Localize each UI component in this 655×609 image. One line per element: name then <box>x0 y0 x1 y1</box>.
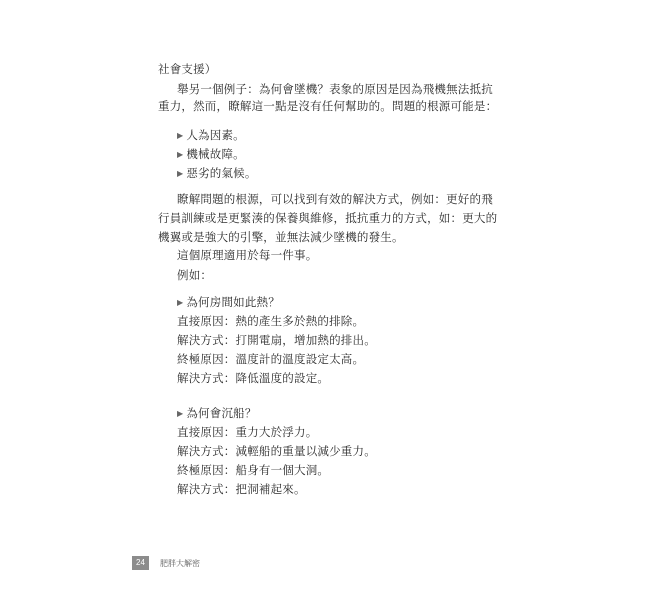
example-line: 直接原因：重力大於浮力。 <box>177 425 318 439</box>
triangle-bullet-icon: ▶ <box>177 169 184 178</box>
example-line: 解決方式：把洞補起來。 <box>177 482 306 496</box>
bullet-item: ▶ 機械故障。 <box>177 147 245 161</box>
text-line: 舉另一個例子：為何會墜機？表象的原因是因為飛機無法抵抗 <box>177 82 493 96</box>
example-question: ▶ 為何房間如此熱？ <box>177 295 280 309</box>
triangle-bullet-icon: ▶ <box>177 298 184 307</box>
example-question: ▶ 為何會沉船？ <box>177 406 257 420</box>
triangle-bullet-icon: ▶ <box>177 409 184 418</box>
example-line: 終極原因：溫度計的溫度設定太高。 <box>177 352 365 366</box>
triangle-bullet-icon: ▶ <box>177 131 184 140</box>
running-title: 肥胖大解密 <box>160 558 200 568</box>
text-line: 瞭解問題的根源，可以找到有效的解決方式，例如：更好的飛 <box>177 192 493 206</box>
example-line: 解決方式：打開電扇，增加熱的排出。 <box>177 333 376 347</box>
example-line: 解決方式：減輕船的重量以減少重力。 <box>177 444 376 458</box>
text-line: 這個原理適用於每一件事。 <box>177 248 318 262</box>
text-line: 例如： <box>177 268 213 282</box>
bullet-item: ▶ 人為因素。 <box>177 128 245 142</box>
example-line: 直接原因：熱的產生多於熱的排除。 <box>177 314 365 328</box>
page-footer <box>132 556 200 570</box>
text-line: 機翼或是強大的引擎，並無法減少墜機的發生。 <box>158 230 404 244</box>
text-line: 社會支援） <box>158 62 217 76</box>
example-line: 終極原因：船身有一個大洞。 <box>177 463 330 477</box>
text-line: 重力，然而，瞭解這一點是沒有任何幫助的。問題的根源可能是： <box>158 99 498 113</box>
triangle-bullet-icon: ▶ <box>177 150 184 159</box>
bullet-item: ▶ 惡劣的氣候。 <box>177 166 257 180</box>
page-number: 24 <box>132 556 149 570</box>
example-line: 解決方式：降低溫度的設定。 <box>177 371 330 385</box>
text-line: 行員訓練或是更緊湊的保養與維修，抵抗重力的方式，如：更大的 <box>158 211 498 225</box>
